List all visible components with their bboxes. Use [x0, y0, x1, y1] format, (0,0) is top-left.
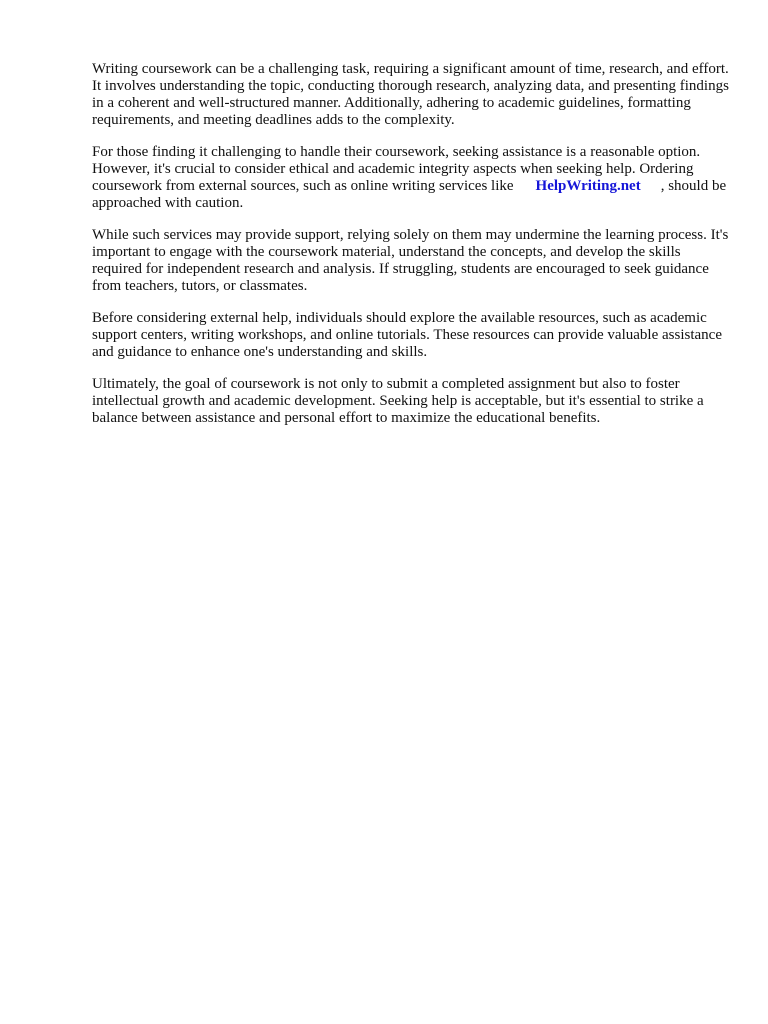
- paragraph-2-text-before-link: For those finding it challenging to handle their coursework, seeking assistance is a reasonable option. However, it's crucial to consider ethical and academic integrity aspects when seeking help. Ordering coursework from external sources, such as online writing services like: [92, 144, 701, 194]
- paragraph-4: Before considering external help, individuals should explore the available resources, such as academic support centers, writing workshops, and online tutorials. These resources can provide valuable assistance and guidance to enhance one's understanding and skills.: [92, 310, 722, 360]
- paragraph-2: [92, 144, 732, 212]
- paragraph-3: While such services may provide support, relying solely on them may undermine the learning process. It's important to engage with the coursework material, understand the concepts, and develop the skills required for independent research and analysis. If struggling, students are encouraged to seek guidance from teachers, tutors, or classmates.: [92, 227, 729, 294]
- paragraph-1: Writing coursework can be a challenging task, requiring a significant amount of time, research, and effort. It involves understanding the topic, conducting thorough research, analyzing data, and presenting findings in a coherent and well-structured manner. Additionally, adhering to academic guidelines, formatting requirements, and meeting deadlines adds to the complexity.: [92, 61, 729, 128]
- document-page: [92, 61, 732, 427]
- paragraph-2-text-after-link: , should be approached with caution.: [92, 178, 727, 211]
- helpwriting-link[interactable]: HelpWriting.net: [535, 178, 641, 194]
- paragraph-5: Ultimately, the goal of coursework is not only to submit a completed assignment but also to foster intellectual growth and academic development. Seeking help is acceptable, but it's essential to strike a balance between assistance and personal effort to maximize the educational benefits.: [92, 376, 704, 426]
